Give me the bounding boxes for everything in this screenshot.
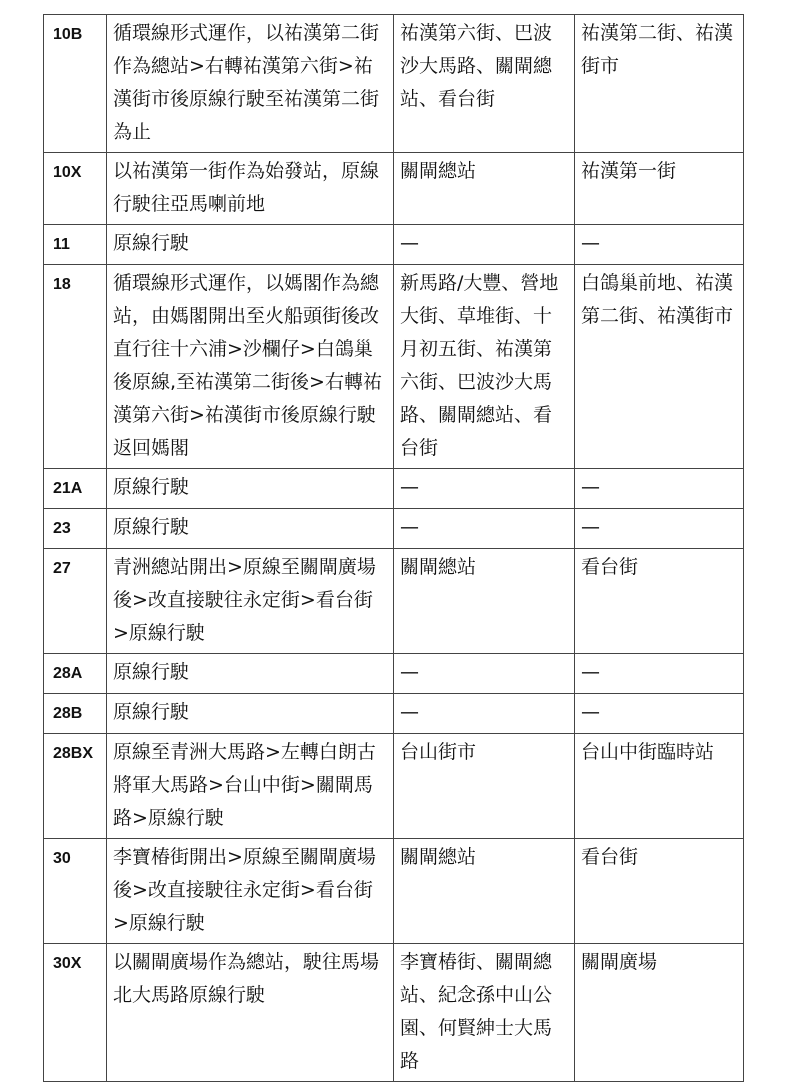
route-description: 原線行駛 — [107, 694, 394, 734]
skipped-stops: — — [394, 694, 575, 734]
skipped-stops: — — [394, 225, 575, 265]
new-stops: 白鴿巢前地、祐漢第二街、祐漢街市 — [575, 265, 744, 469]
route-number: 10X — [44, 153, 107, 225]
route-description: 循環線形式運作，以祐漢第二街作為總站>右轉祐漢第六街>祐漢街市後原線行駛至祐漢第二街為止 — [107, 15, 394, 153]
new-stops: — — [575, 509, 744, 549]
route-number: 21A — [44, 469, 107, 509]
route-description: 循環線形式運作，以媽閣作為總站，由媽閣開出至火船頭街後改直行往十六浦>沙欄仔>白鴿巢後原線,至祐漢第二街後>右轉祐漢第六街>祐漢街市後原線行駛返回媽閣 — [107, 265, 394, 469]
table-row — [44, 509, 744, 549]
new-stops: 看台街 — [575, 839, 744, 944]
route-description: 原線至青洲大馬路>左轉白朗古將軍大馬路>台山中街>關閘馬路>原線行駛 — [107, 734, 394, 839]
route-description: 李寶椿街開出>原線至關閘廣場後>改直接駛往永定街>看台街>原線行駛 — [107, 839, 394, 944]
bus-route-table — [43, 14, 744, 1082]
route-number: 28BX — [44, 734, 107, 839]
route-description: 原線行駛 — [107, 225, 394, 265]
table-row — [44, 549, 744, 654]
skipped-stops: — — [394, 469, 575, 509]
new-stops: 祐漢第二街、祐漢街市 — [575, 15, 744, 153]
new-stops: 祐漢第一街 — [575, 153, 744, 225]
route-description: 以關閘廣場作為總站，駛往馬場北大馬路原線行駛 — [107, 944, 394, 1082]
new-stops: 關閘廣場 — [575, 944, 744, 1082]
route-number: 28B — [44, 694, 107, 734]
skipped-stops: 新馬路/大豐、營地大街、草堆街、十月初五街、祐漢第六街、巴波沙大馬路、關閘總站、看台街 — [394, 265, 575, 469]
skipped-stops: 李寶椿街、關閘總站、紀念孫中山公園、何賢紳士大馬路 — [394, 944, 575, 1082]
skipped-stops: 台山街市 — [394, 734, 575, 839]
route-number: 30 — [44, 839, 107, 944]
table-row — [44, 225, 744, 265]
route-number: 28A — [44, 654, 107, 694]
route-description: 原線行駛 — [107, 469, 394, 509]
table-row — [44, 839, 744, 944]
route-description: 原線行駛 — [107, 509, 394, 549]
table-row — [44, 734, 744, 839]
table-row — [44, 654, 744, 694]
route-number: 30X — [44, 944, 107, 1082]
route-number: 18 — [44, 265, 107, 469]
new-stops: — — [575, 225, 744, 265]
new-stops: 台山中街臨時站 — [575, 734, 744, 839]
table-row — [44, 153, 744, 225]
route-number: 23 — [44, 509, 107, 549]
route-number: 10B — [44, 15, 107, 153]
route-description: 以祐漢第一街作為始發站，原線行駛往亞馬喇前地 — [107, 153, 394, 225]
route-number: 11 — [44, 225, 107, 265]
table-row — [44, 15, 744, 153]
skipped-stops: 關閘總站 — [394, 839, 575, 944]
route-description: 原線行駛 — [107, 654, 394, 694]
table-row — [44, 265, 744, 469]
table-row — [44, 944, 744, 1082]
skipped-stops: 祐漢第六街、巴波沙大馬路、關閘總站、看台街 — [394, 15, 575, 153]
route-number: 27 — [44, 549, 107, 654]
new-stops: — — [575, 694, 744, 734]
route-description: 青洲總站開出>原線至關閘廣場後>改直接駛往永定街>看台街>原線行駛 — [107, 549, 394, 654]
new-stops: — — [575, 469, 744, 509]
new-stops: 看台街 — [575, 549, 744, 654]
skipped-stops: 關閘總站 — [394, 153, 575, 225]
skipped-stops: — — [394, 509, 575, 549]
new-stops: — — [575, 654, 744, 694]
skipped-stops: 關閘總站 — [394, 549, 575, 654]
table-row — [44, 694, 744, 734]
skipped-stops: — — [394, 654, 575, 694]
route-table-body — [44, 15, 744, 1082]
table-row — [44, 469, 744, 509]
